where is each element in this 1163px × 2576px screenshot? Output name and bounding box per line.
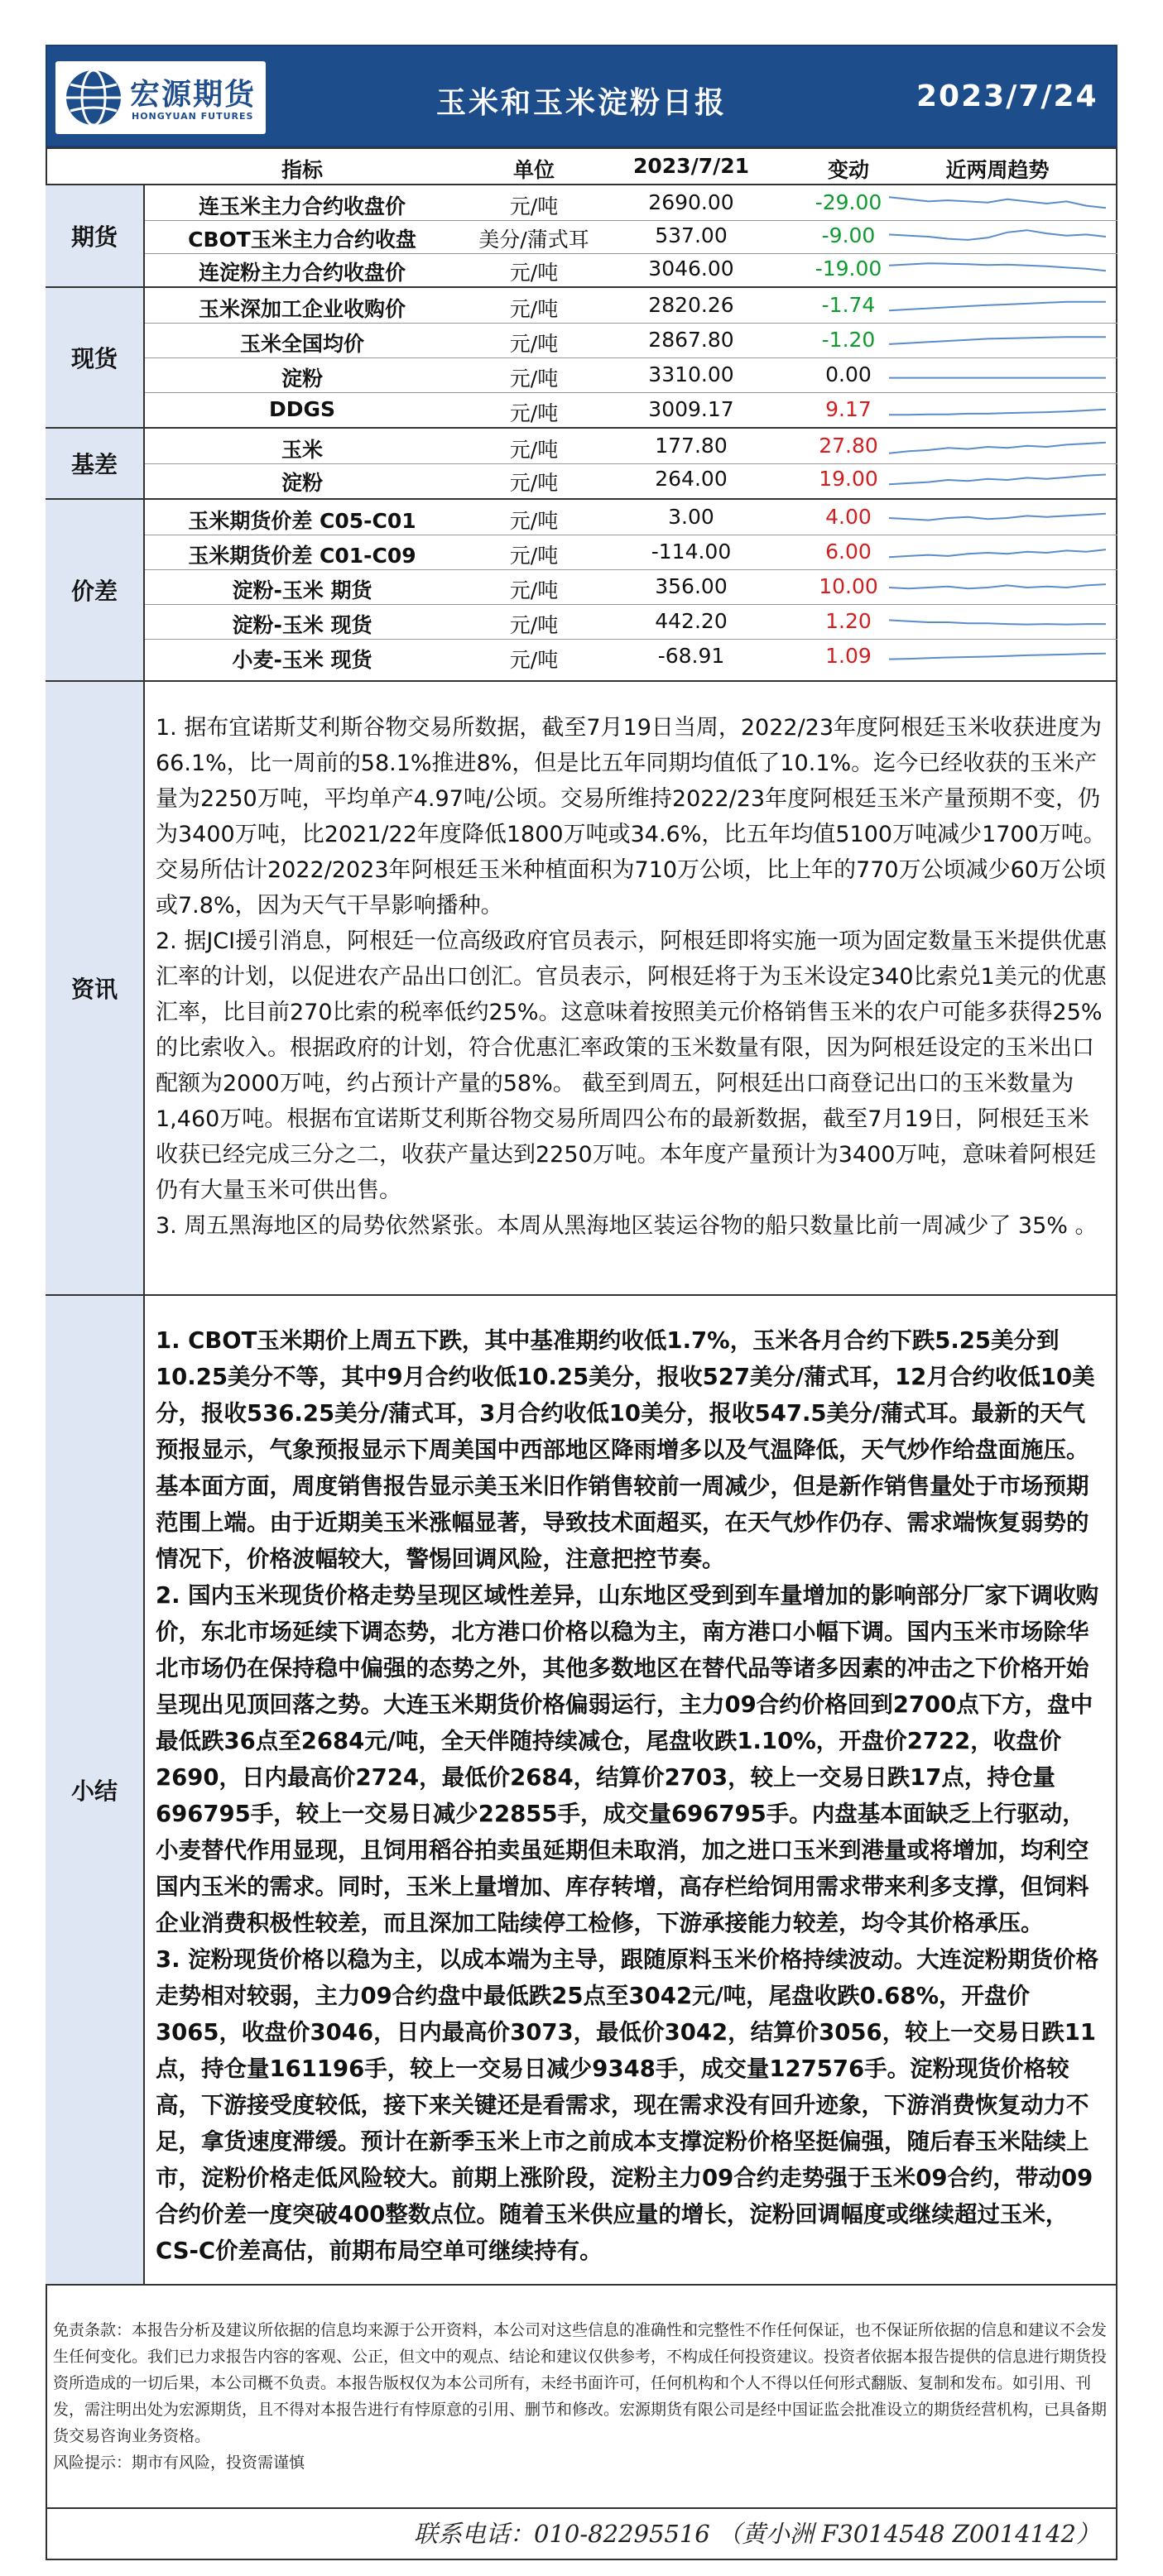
trend-sparkline <box>886 504 1109 532</box>
row-change: 9.17 <box>825 397 872 421</box>
sparkline-path <box>889 549 1106 557</box>
sparkline-path <box>889 514 1106 520</box>
section-label-info: 资讯 <box>46 682 145 1294</box>
row-divider <box>145 639 1117 640</box>
divider <box>46 2507 1117 2509</box>
row-change: 10.00 <box>819 574 878 598</box>
sparkline-path <box>889 230 1106 240</box>
row-change: -9.00 <box>821 223 876 247</box>
trend-sparkline <box>886 256 1109 284</box>
table-header-row <box>46 151 1117 184</box>
trend-sparkline <box>886 573 1109 602</box>
divider <box>46 286 1117 288</box>
section-label-futures: 期货 <box>46 185 145 286</box>
row-indicator: 淀粉-玉米 期货 <box>232 578 372 602</box>
summary-paragraph-2: 2. 国内玉米现货价格走势呈现区域性差异，山东地区受到到车量增加的影响部分厂家下调收购价，东北市场延续下调态势，北方港口价格以稳为主，南方港口小幅下调。国内玉米市场除华北市场仍在保持稳中偏强的态势之外，其他多数地区在替代品等诸多因素的冲击之下价格开始呈现出见顶回落之势。大连玉米期货价格偏弱运行，主力09合约价格回到2700点下方，盘中最低跌36点至2684元/吨，全天伴随持续减仓，尾盘收跌1.10%，开盘价2722，收盘价2690，日内最高价2724，最低价2684，结算价2703，较上一交易日跌17点，持仓量696795手，较上一交易日减少22855手，成交量696795手。内盘基本面缺乏上行驱动，小麦替代作用显现，且饲用稻谷拍卖虽延期但未取消，加之进口玉米到港量或将增加，均利空国内玉米的需求。同时，玉米上量增加、库存转增，高存栏给饲用需求带来利多支撑，但饲料企业消费积极性较差，而且深加工陆续停工检修，下游承接能力较差，均令其价格承压。 <box>156 1582 1099 1936</box>
row-indicator: 玉米深加工企业收购价 <box>198 297 406 321</box>
col-date: 2023/7/21 <box>632 154 750 178</box>
row-indicator: DDGS <box>268 397 336 421</box>
row-indicator: 淀粉-玉米 现货 <box>232 613 372 637</box>
row-indicator: 玉米期货价差 C01-C09 <box>188 544 416 568</box>
sparkline-path <box>889 620 1106 624</box>
row-value: -114.00 <box>651 540 732 564</box>
row-divider <box>145 392 1117 393</box>
divider <box>46 498 1117 500</box>
divider <box>46 427 1117 429</box>
row-value: 537.00 <box>655 223 728 247</box>
row-unit: 元/吨 <box>509 261 559 285</box>
row-indicator: 玉米全国均价 <box>239 332 364 356</box>
sparkline-path <box>889 654 1106 660</box>
row-value: 3.00 <box>668 505 714 529</box>
trend-sparkline <box>886 292 1109 320</box>
row-value: 356.00 <box>655 574 728 598</box>
logo-chinese-name: 宏源期货 <box>130 78 257 112</box>
col-change: 变动 <box>827 158 869 182</box>
row-change: 0.00 <box>825 362 872 386</box>
sparkline-path <box>889 197 1106 208</box>
row-unit: 元/吨 <box>509 401 559 425</box>
row-value: 3046.00 <box>648 257 734 281</box>
row-indicator: 小麦-玉米 现货 <box>232 648 372 672</box>
row-unit: 元/吨 <box>509 297 559 321</box>
row-divider <box>145 569 1117 570</box>
sparkline-path <box>889 263 1106 271</box>
trend-sparkline <box>886 396 1109 425</box>
row-change: -1.20 <box>821 328 876 352</box>
row-change: 4.00 <box>825 505 872 529</box>
col-indicator: 指标 <box>281 158 323 182</box>
row-divider <box>145 253 1117 254</box>
row-indicator: CBOT玉米主力合约收盘 <box>188 228 416 252</box>
row-change: 19.00 <box>819 467 878 491</box>
divider <box>46 2284 1117 2286</box>
disclaimer-text: 免责条款：本报告分析及建议所依据的信息均来源于公开资料，本公司对这些信息的准确性和完整性不作任何保证，也不保证所依据的信息和建议不会发生任何变化。我们已力求报告内容的客观、公正，但文中的观点、结论和建议仅供参考，不构成任何投资建议。投资者依据本报告提供的信息进行期货投资所造成的一切后果，本公司概不负责。本报告版权仅为本公司所有，未经书面许可，任何机构和个人不得以任何形式翻版、复制和发布。如引用、刊发，需注明出处为宏源期货，且不得对本报告进行有悖原意的引用、删节和修改。宏源期货有限公司是经中国证监会批准设立的期货经营机构，已具备期货交易咨询业务资格。 <box>53 2321 1108 2445</box>
info-paragraph-3: 3. 周五黑海地区的局势依然紧张。本周从黑海地区装运谷物的船只数量比前一周减少了 35% 。 <box>156 1213 1098 1239</box>
sparkline-path <box>889 475 1106 485</box>
row-value: 264.00 <box>655 467 728 491</box>
row-change: -29.00 <box>815 190 882 214</box>
row-change: 27.80 <box>819 434 878 458</box>
summary-paragraph-1: 1. CBOT玉米期价上周五下跌，其中基准期约收低1.7%，玉米各月合约下跌5.25美分到10.25美分不等，其中9月合约收低10.25美分，报收527美分/蒲式耳，12月合约收低10美分，报收536.25美分/蒲式耳，3月合约收低10美分，报收547.5美分/蒲式耳。最新的天气预报显示，气象预报显示下周美国中西部地区降雨增多以及气温降低，天气炒作给盘面施压。基本面方面，周度销售报告显示美玉米旧作销售较前一周减少，但是新作销售量处于市场预期范围上端。由于近期美玉米涨幅显著，导致技术面超买，在天气炒作仍存、需求端恢复弱势的情况下，价格波幅较大，警惕回调风险，注意把控节奏。 <box>156 1327 1095 1572</box>
trend-sparkline <box>886 223 1109 251</box>
globe-logo-icon <box>64 68 123 127</box>
row-change: 1.20 <box>825 609 872 633</box>
row-value: 2820.26 <box>648 293 734 317</box>
row-unit: 元/吨 <box>509 367 559 391</box>
row-value: 177.80 <box>655 434 728 458</box>
row-unit: 元/吨 <box>509 509 559 533</box>
row-change: -19.00 <box>815 257 882 281</box>
row-unit: 元/吨 <box>509 578 559 602</box>
row-divider <box>145 357 1117 358</box>
sparkline-path <box>889 337 1106 344</box>
contact-info: 联系电话：010-82295516 （黄小洲 F3014548 Z0014142） <box>414 2520 1100 2548</box>
sparkline-path <box>889 410 1106 415</box>
row-divider <box>145 463 1117 464</box>
row-indicator: 玉米 <box>281 438 323 462</box>
sparkline-path <box>889 443 1106 453</box>
row-unit: 美分/蒲式耳 <box>478 228 589 252</box>
trend-sparkline <box>886 643 1109 671</box>
divider <box>46 680 1117 682</box>
divider <box>46 1294 1117 1296</box>
row-divider <box>145 323 1117 324</box>
col-unit: 单位 <box>512 158 555 182</box>
row-indicator: 淀粉 <box>281 367 323 391</box>
row-value: 2867.80 <box>648 328 734 352</box>
trend-sparkline <box>886 433 1109 461</box>
report-date: 2023/7/24 <box>916 79 1098 113</box>
row-value: 3009.17 <box>648 397 734 421</box>
row-unit: 元/吨 <box>509 332 559 356</box>
summary-text <box>156 1322 1108 2269</box>
row-value: -68.91 <box>657 644 725 668</box>
trend-sparkline <box>886 189 1109 218</box>
logo-english-name: HONGYUAN FUTURES <box>132 111 254 122</box>
row-indicator: 连淀粉主力合约收盘价 <box>198 261 406 285</box>
row-divider <box>145 604 1117 605</box>
sparkline-path <box>889 302 1106 310</box>
trend-sparkline <box>886 327 1109 355</box>
row-unit: 元/吨 <box>509 544 559 568</box>
row-change: 6.00 <box>825 540 872 564</box>
trend-sparkline <box>886 608 1109 636</box>
risk-warning: 风险提示：期市有风险，投资需谨慎 <box>53 2454 305 2472</box>
trend-sparkline <box>886 539 1109 567</box>
row-unit: 元/吨 <box>509 613 559 637</box>
row-change: -1.74 <box>821 293 876 317</box>
row-unit: 元/吨 <box>509 471 559 495</box>
trend-sparkline <box>886 362 1109 390</box>
info-paragraph-2: 2. 据JCI援引消息，阿根廷一位高级政府官员表示，阿根廷即将实施一项为固定数量玉米提供优惠汇率的计划，以促进农产品出口创汇。官员表示，阿根廷将于为玉米设定340比索兑1美元的优惠汇率，比目前270比索的税率低约25%。这意味着按照美元价格销售玉米的农户可能多获得25%的比索收入。根据政府的计划，符合优惠汇率政策的玉米数量有限，因为阿根廷设定的玉米出口配额为2000万吨，约占预计产量的58%。 截至到周五，阿根廷出口商登记出口的玉米数量为1,460万吨。根据布宜诺斯艾利斯谷物交易所周四公布的最新数据，截至7月19日，阿根廷玉米收获已经完成三分之二，收获产量达到2250万吨。本年度产量预计为3400万吨，意味着阿根廷仍有大量玉米可供出售。 <box>156 928 1108 1203</box>
summary-paragraph-3: 3. 淀粉现货价格以稳为主，以成本端为主导，跟随原料玉米价格持续波动。大连淀粉期货价格走势相对较弱，主力09合约盘中最低跌25点至3042元/吨，尾盘收跌0.68%，开盘价3065，收盘价3046，日内最高价3073，最低价3042，结算价3056，较上一交易日跌11点，持仓量161196手，较上一交易日减少9348手，成交量127576手。淀粉现货价格较高，下游接受度较低，接下来关键还是看需求，现在需求没有回升迹象，下游消费恢复动力不足，拿货速度滞缓。预计在新季玉米上市之前成本支撑淀粉价格坚挺偏强，随后春玉米陆续上市，淀粉价格走低风险较大。前期上涨阶段，淀粉主力09合约走势强于玉米09合约，带动09合约价差一度突破400整数点位。随着玉米供应量的增长，淀粉回调幅度或继续超过玉米，CS-C价差高估，前期布局空单可继续持有。 <box>156 1946 1099 2264</box>
row-unit: 元/吨 <box>509 438 559 462</box>
section-label-spread: 价差 <box>46 500 145 680</box>
section-label-summary: 小结 <box>46 1296 145 2284</box>
section-label-basis: 基差 <box>46 429 145 498</box>
report-title: 玉米和玉米淀粉日报 <box>436 86 728 120</box>
row-indicator: 玉米期货价差 C05-C01 <box>188 509 416 533</box>
row-indicator: 连玉米主力合约收盘价 <box>198 194 406 218</box>
row-value: 442.20 <box>655 609 728 633</box>
section-label-spot: 现货 <box>46 288 145 427</box>
info-paragraph-1: 1. 据布宜诺斯艾利斯谷物交易所数据，截至7月19日当周，2022/23年度阿根廷玉米收获进度为66.1%，比一周前的58.1%推进8%，但是比五年同期均值低了10.1%。迄今已经收获的玉米产量为2250万吨，平均单产4.97吨/公顷。交易所维持2022/23年度阿根廷玉米产量预期不变，仍为3400万吨，比2021/22年度降低1800万吨或34.6%，比五年均值5100万吨减少1700万吨。交易所估计2022/2023年阿根廷玉米种植面积为710万公顷，比上年的770万公顷减少60万公顷或7.8%，因为天气干旱影响播种。 <box>156 715 1106 919</box>
company-logo <box>55 61 266 134</box>
report-header <box>46 45 1117 147</box>
row-value: 2690.00 <box>648 190 734 214</box>
row-unit: 元/吨 <box>509 194 559 218</box>
divider <box>46 184 1117 185</box>
row-unit: 元/吨 <box>509 648 559 672</box>
row-divider <box>145 220 1117 221</box>
row-indicator: 淀粉 <box>281 471 323 495</box>
divider <box>46 147 1117 149</box>
trend-sparkline <box>886 466 1109 494</box>
col-trend: 近两周趋势 <box>945 158 1050 182</box>
info-text <box>156 710 1108 1244</box>
row-change: 1.09 <box>825 644 872 668</box>
sparkline-path <box>889 584 1106 588</box>
disclaimer <box>53 2317 1113 2476</box>
row-value: 3310.00 <box>648 362 734 386</box>
